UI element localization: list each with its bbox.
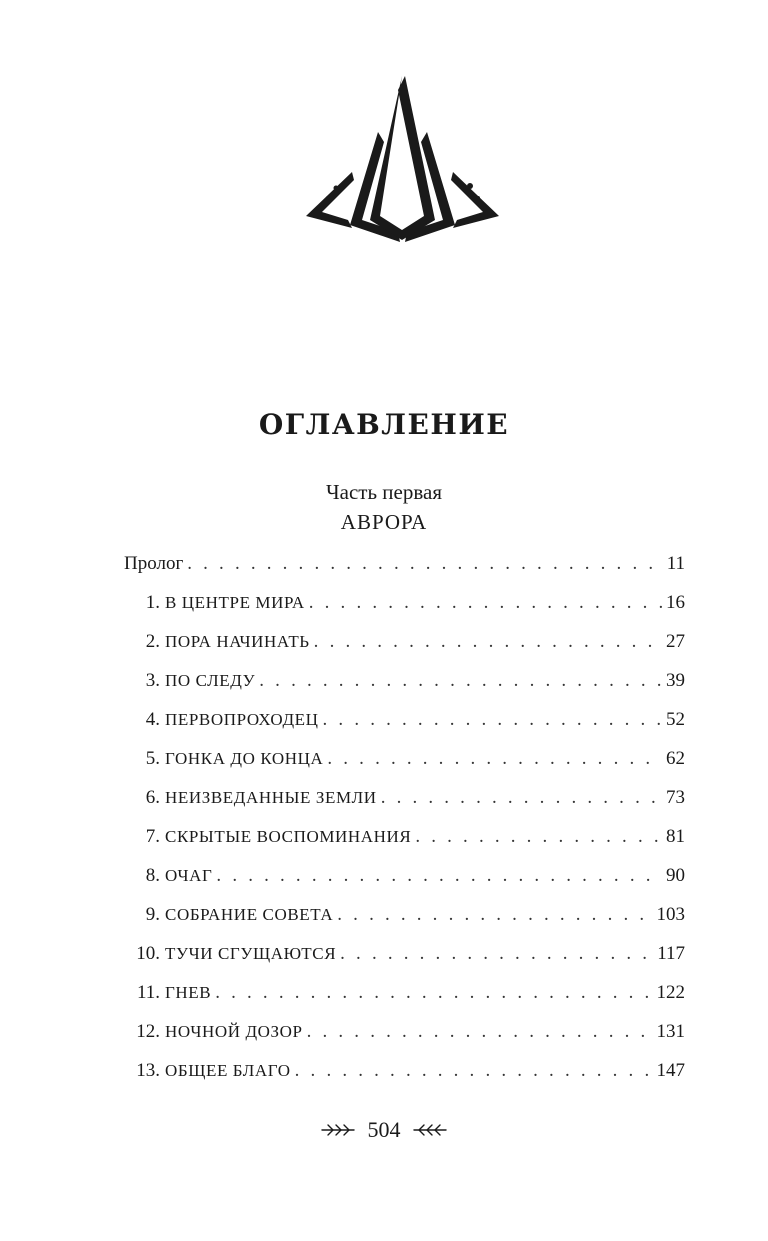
toc-entry-title: СОБРАНИЕ СОВЕТА (165, 905, 334, 924)
leader-dots (340, 934, 653, 973)
toc-entry-page: 131 (656, 1021, 685, 1042)
toc-entry-title: ГНЕВ (165, 983, 212, 1002)
toc-entry[interactable] (124, 856, 685, 895)
toc-entry[interactable] (124, 661, 685, 700)
part-label: Часть первая (326, 480, 442, 504)
toc-entry-title: ПЕРВОПРОХОДЕЦ (165, 710, 319, 729)
page-number: 504 (367, 1116, 401, 1142)
part-name: АВРОРА (340, 510, 428, 534)
toc-entry-page: 39 (666, 670, 685, 691)
toc-entry-number: 10. (136, 943, 160, 964)
toc-entry[interactable] (124, 778, 685, 817)
toc-entry-page: 81 (666, 826, 685, 847)
toc-entry[interactable] (124, 1012, 685, 1051)
toc-entry-page: 117 (657, 943, 685, 964)
toc-entry-title: СКРЫТЫЕ ВОСПОМИНАНИЯ (165, 827, 412, 846)
leader-dots (187, 544, 662, 583)
page-folio (0, 1115, 768, 1143)
toc-entry-title: В ЦЕНТРЕ МИРА (165, 593, 305, 612)
toc-entry-number: 7. (145, 826, 160, 847)
toc-entry-page: 90 (666, 865, 685, 886)
toc-entry-page: 27 (666, 631, 685, 652)
leader-dots (323, 700, 662, 739)
toc-entry-title: ОБЩЕЕ БЛАГО (165, 1061, 291, 1080)
toc-entry-page: 11 (666, 553, 685, 574)
toc-entry-page: 16 (666, 592, 685, 613)
toc-entry-title: НОЧНОЙ ДОЗОР (165, 1022, 303, 1041)
leader-dots (309, 583, 662, 622)
toc-entry-number: 8. (145, 865, 160, 886)
toc-entry-number: 5. (145, 748, 160, 769)
leader-dots (307, 1012, 653, 1051)
toc-entry-title: ОЧАГ (165, 866, 213, 885)
toc-entry[interactable] (124, 817, 685, 856)
toc-entry-page: 73 (666, 787, 685, 808)
toc-entry-number: 11. (136, 982, 160, 1003)
toc-entry-number: 6. (145, 787, 160, 808)
toc-entry-number: 2. (145, 631, 160, 652)
toc-entry-title: ГОНКА ДО КОНЦА (165, 749, 324, 768)
leader-dots (216, 856, 662, 895)
toc-entry-number: 4. (145, 709, 160, 730)
toc-entry[interactable] (124, 973, 685, 1012)
toc-entry-number: 9. (145, 904, 160, 925)
leader-dots (337, 895, 652, 934)
leader-dots (259, 661, 662, 700)
toc-entry-title: ПО СЛЕДУ (165, 671, 256, 690)
toc-entry-prologue[interactable] (124, 544, 685, 583)
toc-entry[interactable] (124, 700, 685, 739)
arrowhead-emblem-icon (300, 70, 505, 245)
toc-entry-title: Пролог (124, 553, 184, 574)
toc-entry-page: 52 (666, 709, 685, 730)
toc-entry[interactable] (124, 622, 685, 661)
toc-entry-page: 103 (656, 904, 685, 925)
arrow-left-ornament-icon (412, 1123, 448, 1137)
toc-entry-page: 122 (656, 982, 685, 1003)
toc-entry-title: ПОРА НАЧИНАТЬ (165, 632, 310, 651)
toc-entry[interactable] (124, 934, 685, 973)
toc-entry-title: ТУЧИ СГУЩАЮТСЯ (165, 944, 337, 963)
toc-entry[interactable] (124, 895, 685, 934)
leader-dots (215, 973, 652, 1012)
leader-dots (327, 739, 662, 778)
leader-dots (295, 1051, 653, 1090)
toc-title: ОГЛАВЛЕНИЕ (258, 408, 510, 441)
toc-list (124, 544, 685, 1090)
toc-entry-page: 62 (666, 748, 685, 769)
toc-entry-title: НЕИЗВЕДАННЫЕ ЗЕМЛИ (165, 788, 377, 807)
leader-dots (415, 817, 662, 856)
leader-dots (314, 622, 662, 661)
toc-entry-page: 147 (656, 1060, 685, 1081)
arrow-right-ornament-icon (320, 1123, 356, 1137)
toc-entry[interactable] (124, 739, 685, 778)
toc-entry-number: 12. (136, 1021, 160, 1042)
leader-dots (381, 778, 662, 817)
toc-entry-number: 3. (145, 670, 160, 691)
toc-entry-number: 1. (145, 592, 160, 613)
toc-entry[interactable] (124, 583, 685, 622)
toc-entry-number: 13. (136, 1060, 160, 1081)
toc-entry[interactable] (124, 1051, 685, 1090)
